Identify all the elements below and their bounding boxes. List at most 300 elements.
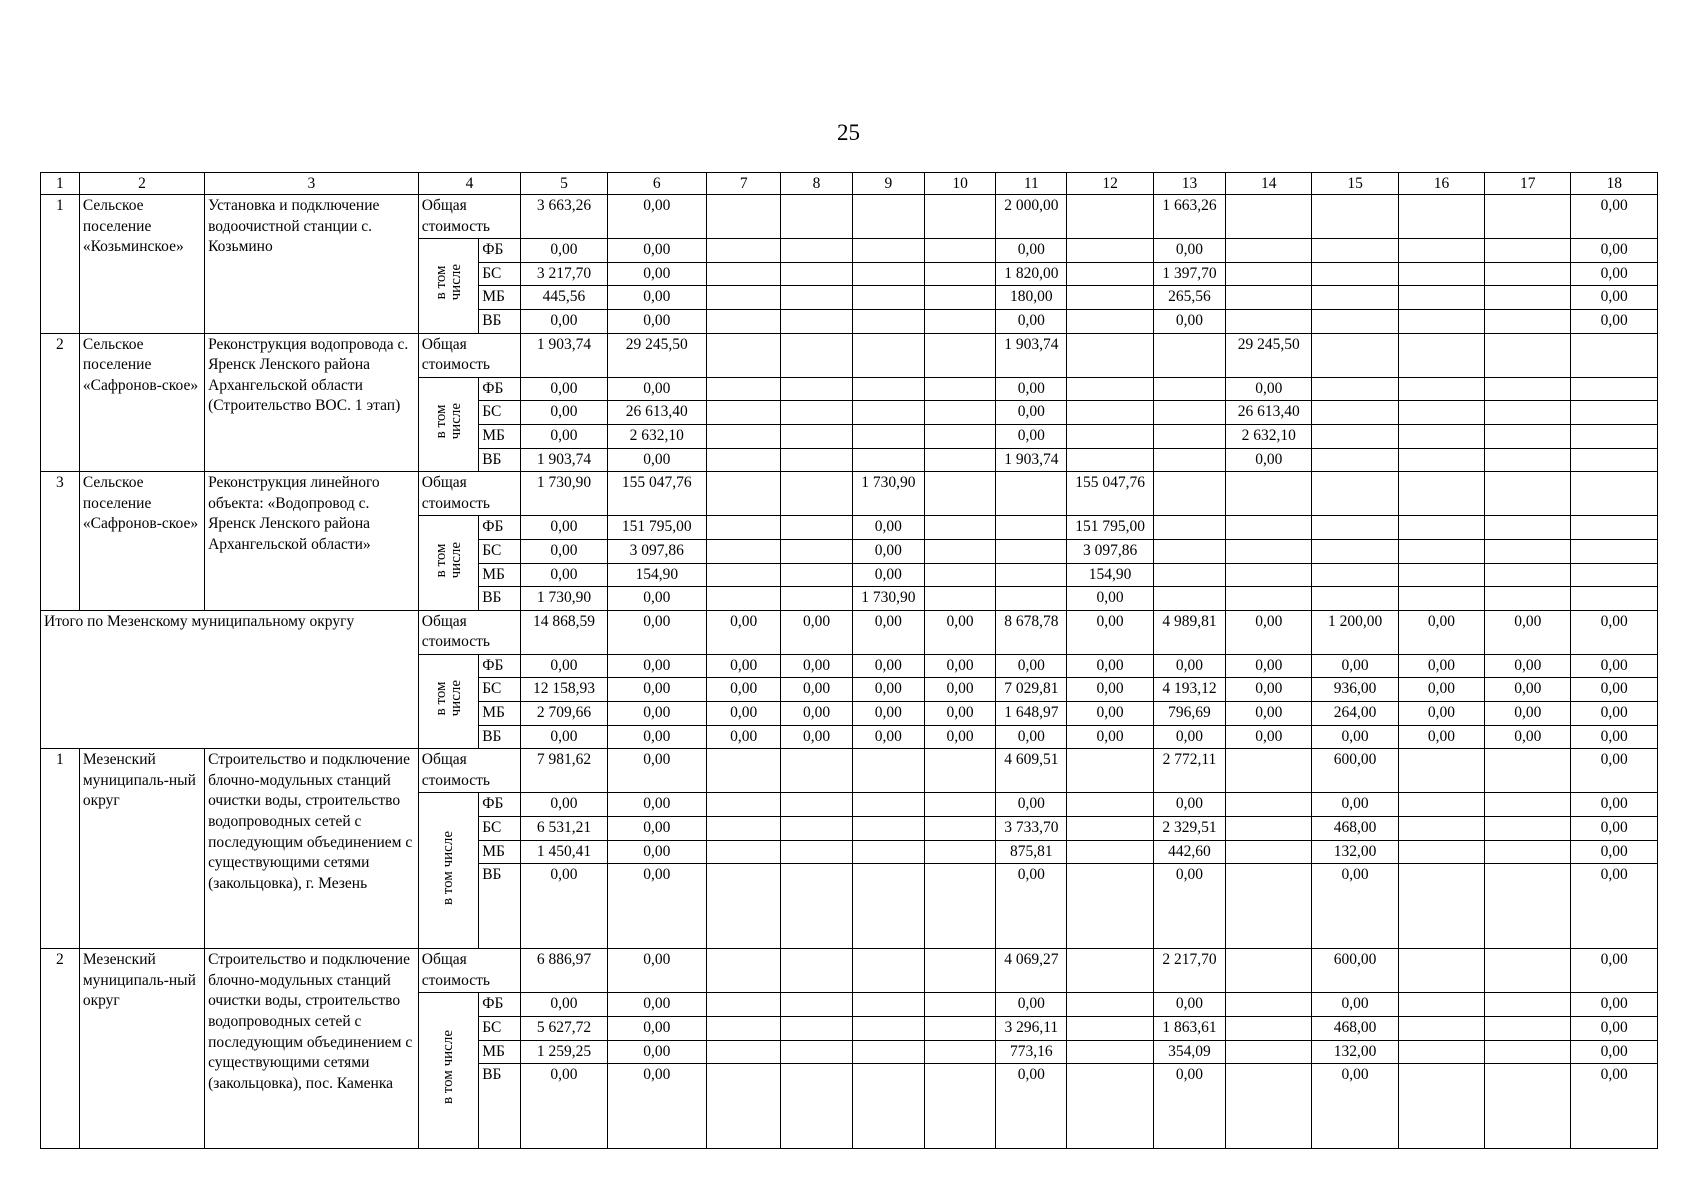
mezen-block-0-fb-col-8 — [781, 793, 852, 817]
mezen-block-1-bs-col-12 — [1067, 1017, 1153, 1041]
block-0-fb-col-18: 0,00 — [1571, 239, 1658, 263]
mezen-block-1-vb-col-17 — [1485, 1064, 1571, 1149]
block-1-vb-col-17 — [1485, 448, 1571, 472]
total-fb-col-11: 0,00 — [996, 654, 1067, 678]
block-2-fb-col-8 — [781, 516, 852, 540]
block-1-mb-col-5: 0,00 — [521, 424, 607, 448]
block-0-mb-col-10 — [924, 286, 995, 310]
block-2-mb-col-15 — [1312, 563, 1398, 587]
block-0-mb-col-13: 265,56 — [1153, 286, 1225, 310]
column-number-1: 1 — [41, 173, 80, 195]
block-0-mb-col-17 — [1485, 286, 1571, 310]
block-0-fb-col-10 — [924, 239, 995, 263]
total-bs-col-10: 0,00 — [924, 678, 995, 702]
total-mb-col-14: 0,00 — [1226, 702, 1312, 726]
column-number-17: 17 — [1485, 173, 1571, 195]
block-1-bs-col-12 — [1067, 401, 1153, 425]
block-0-mb-col-14 — [1226, 286, 1312, 310]
incl-label — [418, 516, 478, 610]
source-fb: ФБ — [479, 377, 521, 401]
block-1-fb-col-17 — [1485, 377, 1571, 401]
total-fb-col-17: 0,00 — [1485, 654, 1571, 678]
block-2-bs-col-11 — [996, 539, 1067, 563]
total-vb-col-13: 0,00 — [1153, 725, 1225, 749]
block-0-bs-col-11: 1 820,00 — [996, 262, 1067, 286]
block-1-mb-col-17 — [1485, 424, 1571, 448]
block-2-vb-col-12: 0,00 — [1067, 587, 1153, 611]
total-fb-col-15: 0,00 — [1312, 654, 1398, 678]
block-1-fb-col-9 — [852, 377, 924, 401]
block-0-fb-col-6: 0,00 — [607, 239, 706, 263]
block-0-total-col-17 — [1485, 195, 1571, 239]
column-number-8: 8 — [781, 173, 852, 195]
total-fb-col-8: 0,00 — [781, 654, 852, 678]
total-mb-col-7: 0,00 — [706, 702, 780, 726]
block-0-bs-col-6: 0,00 — [607, 262, 706, 286]
mezen-block-0-mb-col-5: 1 450,41 — [521, 840, 607, 864]
block-2-bs-col-12: 3 097,86 — [1067, 539, 1153, 563]
incl-text: в том числе — [432, 264, 464, 301]
total-cost-label: Общая стоимость — [418, 949, 521, 993]
block-1-mb-col-13 — [1153, 424, 1225, 448]
block-0-total-col-6: 0,00 — [607, 195, 706, 239]
block-1-vb-col-5: 1 903,74 — [521, 448, 607, 472]
mezen-block-0-total-col-11: 4 609,51 — [996, 749, 1067, 793]
source-vb: ВБ — [479, 448, 521, 472]
total-col-13: 4 989,81 — [1153, 610, 1225, 654]
mezen-block-1-bs-col-5: 5 627,72 — [521, 1017, 607, 1041]
column-number-3: 3 — [205, 173, 419, 195]
mezen-block-1-vb-col-15: 0,00 — [1312, 1064, 1398, 1149]
block-0-bs-col-13: 1 397,70 — [1153, 262, 1225, 286]
block-1-vb-col-7 — [706, 448, 780, 472]
total-fb-col-7: 0,00 — [706, 654, 780, 678]
mezen-block-0-fb-col-7 — [706, 793, 780, 817]
mezen-block-0-vb-col-13: 0,00 — [1153, 864, 1225, 949]
mezen-block-0-total-col-7 — [706, 749, 780, 793]
block-0-fb-col-11: 0,00 — [996, 239, 1067, 263]
mezen-block-0-fb-col-18: 0,00 — [1571, 793, 1658, 817]
mezen-block-1-total-col-9 — [852, 949, 924, 993]
block-1-bs-col-17 — [1485, 401, 1571, 425]
mezen-block-0-vb-col-10 — [924, 864, 995, 949]
block-0-total-col-12 — [1067, 195, 1153, 239]
block-1-mb-col-12 — [1067, 424, 1153, 448]
block-2-mb-col-18 — [1571, 563, 1658, 587]
total-col-7: 0,00 — [706, 610, 780, 654]
block-1-total-col-10 — [924, 333, 995, 377]
municipality-name: Мезенский муниципаль-ный округ — [79, 949, 204, 1149]
block-1-fb-col-7 — [706, 377, 780, 401]
source-vb: ВБ — [479, 309, 521, 333]
mezen-block-1-bs-col-11: 3 296,11 — [996, 1017, 1067, 1041]
mezen-block-1-mb-col-13: 354,09 — [1153, 1040, 1225, 1064]
mezen-block-0-vb-col-11: 0,00 — [996, 864, 1067, 949]
mezen-block-1-fb-col-17 — [1485, 993, 1571, 1017]
mezen-block-0-total-col-8 — [781, 749, 852, 793]
mezen-block-1-vb-col-7 — [706, 1064, 780, 1149]
block-0-bs-col-8 — [781, 262, 852, 286]
mezen-block-0-bs-col-12 — [1067, 817, 1153, 841]
municipality-name: Сельское поселение «Сафронов-ское» — [79, 472, 204, 611]
mezen-block-1-total-col-12 — [1067, 949, 1153, 993]
total-mb-col-10: 0,00 — [924, 702, 995, 726]
total-mb-col-12: 0,00 — [1067, 702, 1153, 726]
total-col-6: 0,00 — [607, 610, 706, 654]
mezen-block-1-vb-col-10 — [924, 1064, 995, 1149]
block-2-vb-col-11 — [996, 587, 1067, 611]
mezen-block-1-vb-col-6: 0,00 — [607, 1064, 706, 1149]
total-vb-col-5: 0,00 — [521, 725, 607, 749]
block-2-mb-col-11 — [996, 563, 1067, 587]
mezen-block-0-fb-col-13: 0,00 — [1153, 793, 1225, 817]
block-0-total-col-16 — [1398, 195, 1484, 239]
block-1-total-col-11: 1 903,74 — [996, 333, 1067, 377]
block-2-vb-col-9: 1 730,90 — [852, 587, 924, 611]
block-0-vb-col-17 — [1485, 309, 1571, 333]
total-mb-col-13: 796,69 — [1153, 702, 1225, 726]
total-col-18: 0,00 — [1571, 610, 1658, 654]
block-1-mb-col-16 — [1398, 424, 1484, 448]
block-2-vb-col-17 — [1485, 587, 1571, 611]
block-2-vb-col-18 — [1571, 587, 1658, 611]
source-vb: ВБ — [479, 864, 521, 949]
block-0-total-col-18: 0,00 — [1571, 195, 1658, 239]
total-fb-col-6: 0,00 — [607, 654, 706, 678]
municipality-name: Сельское поселение «Сафронов-ское» — [79, 333, 204, 472]
total-vb-col-15: 0,00 — [1312, 725, 1398, 749]
column-number-15: 15 — [1312, 173, 1398, 195]
block-0-fb-col-15 — [1312, 239, 1398, 263]
mezen-block-0-mb-col-17 — [1485, 840, 1571, 864]
mezen-block-1-fb-col-10 — [924, 993, 995, 1017]
block-2-bs-col-14 — [1226, 539, 1312, 563]
block-0-mb-col-16 — [1398, 286, 1484, 310]
mezen-block-1-fb-col-7 — [706, 993, 780, 1017]
block-1-fb-col-18 — [1571, 377, 1658, 401]
mezen-block-1-vb-col-12 — [1067, 1064, 1153, 1149]
mezen-block-1-mb-col-7 — [706, 1040, 780, 1064]
source-mb: МБ — [479, 1040, 521, 1064]
block-1-fb-col-6: 0,00 — [607, 377, 706, 401]
block-1-vb-col-16 — [1398, 448, 1484, 472]
block-1-bs-col-8 — [781, 401, 852, 425]
mezen-block-1-total-col-18: 0,00 — [1571, 949, 1658, 993]
block-2-total-col-15 — [1312, 472, 1398, 516]
block-2-total-col-18 — [1571, 472, 1658, 516]
block-2-vb-col-6: 0,00 — [607, 587, 706, 611]
block-2-vb-col-13 — [1153, 587, 1225, 611]
source-vb: ВБ — [479, 1064, 521, 1149]
total-col-11: 8 678,78 — [996, 610, 1067, 654]
total-col-10: 0,00 — [924, 610, 995, 654]
block-0-fb-col-8 — [781, 239, 852, 263]
block-2-total-col-10 — [924, 472, 995, 516]
block-2-fb-col-5: 0,00 — [521, 516, 607, 540]
block-1-bs-col-11: 0,00 — [996, 401, 1067, 425]
block-0-vb-col-5: 0,00 — [521, 309, 607, 333]
block-1-total-col-12 — [1067, 333, 1153, 377]
total-col-5: 14 868,59 — [521, 610, 607, 654]
mezen-block-1-fb-col-13: 0,00 — [1153, 993, 1225, 1017]
mezen-block-1-mb-col-9 — [852, 1040, 924, 1064]
mezen-block-0-vb-col-14 — [1226, 864, 1312, 949]
mezen-block-0-mb-col-13: 442,60 — [1153, 840, 1225, 864]
mezen-block-1-mb-col-18: 0,00 — [1571, 1040, 1658, 1064]
block-0-vb-col-18: 0,00 — [1571, 309, 1658, 333]
total-vb-col-17: 0,00 — [1485, 725, 1571, 749]
block-1-vb-col-12 — [1067, 448, 1153, 472]
mezen-block-0-vb-col-6: 0,00 — [607, 864, 706, 949]
block-2-fb-col-14 — [1226, 516, 1312, 540]
block-2-mb-col-10 — [924, 563, 995, 587]
mezen-block-1-fb-col-8 — [781, 993, 852, 1017]
mezen-block-1-mb-col-17 — [1485, 1040, 1571, 1064]
total-vb-col-7: 0,00 — [706, 725, 780, 749]
block-0-mb-col-15 — [1312, 286, 1398, 310]
mezen-block-1-vb-col-18: 0,00 — [1571, 1064, 1658, 1149]
column-number-6: 6 — [607, 173, 706, 195]
mezen-block-0-bs-col-18: 0,00 — [1571, 817, 1658, 841]
block-1-vb-col-18 — [1571, 448, 1658, 472]
mezen-block-1-mb-col-6: 0,00 — [607, 1040, 706, 1064]
block-2-bs-col-18 — [1571, 539, 1658, 563]
mezen-block-0-mb-col-11: 875,81 — [996, 840, 1067, 864]
column-number-2: 2 — [79, 173, 204, 195]
block-1-fb-col-10 — [924, 377, 995, 401]
total-col-17: 0,00 — [1485, 610, 1571, 654]
block-1-total-col-14: 29 245,50 — [1226, 333, 1312, 377]
block-2-bs-col-7 — [706, 539, 780, 563]
total-vb-col-18: 0,00 — [1571, 725, 1658, 749]
source-mb: МБ — [479, 563, 521, 587]
source-fb: ФБ — [479, 654, 521, 678]
mezen-block-1-total-col-5: 6 886,97 — [521, 949, 607, 993]
mezen-block-1-mb-col-5: 1 259,25 — [521, 1040, 607, 1064]
incl-text: в том числе — [432, 402, 464, 440]
total-bs-col-12: 0,00 — [1067, 678, 1153, 702]
incl-label — [418, 654, 478, 748]
mezen-block-0-total-col-9 — [852, 749, 924, 793]
block-2-fb-col-16 — [1398, 516, 1484, 540]
block-0-total-col-13: 1 663,26 — [1153, 195, 1225, 239]
block-1-bs-col-6: 26 613,40 — [607, 401, 706, 425]
project-description: Реконструкция линейного объекта: «Водопровод с. Яренск Ленского района Архангельской области» — [205, 472, 419, 611]
block-2-total-col-5: 1 730,90 — [521, 472, 607, 516]
total-bs-col-9: 0,00 — [852, 678, 924, 702]
total-bs-col-14: 0,00 — [1226, 678, 1312, 702]
block-2-mb-col-9: 0,00 — [852, 563, 924, 587]
block-1-bs-col-10 — [924, 401, 995, 425]
project-description: Строительство и подключение блочно-модульных станций очистки воды, строительство водопроводных сетей с последующим объединением с существующими сетями (закольцовка), г. Мезень — [205, 749, 419, 949]
block-1-vb-col-15 — [1312, 448, 1398, 472]
mezen-block-1-vb-col-8 — [781, 1064, 852, 1149]
mezen-block-1-mb-col-11: 773,16 — [996, 1040, 1067, 1064]
mezen-block-0-total-col-5: 7 981,62 — [521, 749, 607, 793]
block-0-mb-col-12 — [1067, 286, 1153, 310]
mezen-block-0-fb-col-16 — [1398, 793, 1484, 817]
mezen-block-0-bs-col-16 — [1398, 817, 1484, 841]
source-bs: БС — [479, 678, 521, 702]
block-1-vb-col-9 — [852, 448, 924, 472]
block-2-mb-col-16 — [1398, 563, 1484, 587]
mezen-block-0-vb-col-8 — [781, 864, 852, 949]
block-0-vb-col-12 — [1067, 309, 1153, 333]
block-2-fb-col-6: 151 795,00 — [607, 516, 706, 540]
block-1-vb-col-8 — [781, 448, 852, 472]
block-1-bs-col-7 — [706, 401, 780, 425]
column-number-12: 12 — [1067, 173, 1153, 195]
block-1-fb-col-8 — [781, 377, 852, 401]
block-2-fb-col-12: 151 795,00 — [1067, 516, 1153, 540]
block-2-bs-col-17 — [1485, 539, 1571, 563]
mezen-block-0-mb-col-8 — [781, 840, 852, 864]
block-0-vb-col-7 — [706, 309, 780, 333]
block-0-fb-col-12 — [1067, 239, 1153, 263]
mezen-block-0-bs-col-15: 468,00 — [1312, 817, 1398, 841]
source-mb: МБ — [479, 702, 521, 726]
source-vb: ВБ — [479, 725, 521, 749]
block-1-total-col-9 — [852, 333, 924, 377]
mezen-block-1-vb-col-16 — [1398, 1064, 1484, 1149]
block-2-fb-col-11 — [996, 516, 1067, 540]
block-2-vb-col-8 — [781, 587, 852, 611]
total-vb-col-11: 0,00 — [996, 725, 1067, 749]
block-2-bs-col-5: 0,00 — [521, 539, 607, 563]
block-2-mb-col-14 — [1226, 563, 1312, 587]
block-1-total-col-17 — [1485, 333, 1571, 377]
block-0-total-col-14 — [1226, 195, 1312, 239]
block-1-bs-col-16 — [1398, 401, 1484, 425]
block-2-total-col-11 — [996, 472, 1067, 516]
source-fb: ФБ — [479, 516, 521, 540]
block-1-total-col-16 — [1398, 333, 1484, 377]
mezen-block-1-bs-col-13: 1 863,61 — [1153, 1017, 1225, 1041]
block-2-total-col-17 — [1485, 472, 1571, 516]
block-0-fb-col-9 — [852, 239, 924, 263]
total-mb-col-8: 0,00 — [781, 702, 852, 726]
block-1-bs-col-9 — [852, 401, 924, 425]
mezen-block-0-vb-col-7 — [706, 864, 780, 949]
block-2-total-col-6: 155 047,76 — [607, 472, 706, 516]
column-number-14: 14 — [1226, 173, 1312, 195]
block-2-fb-col-15 — [1312, 516, 1398, 540]
mezen-block-1-mb-col-8 — [781, 1040, 852, 1064]
total-bs-col-7: 0,00 — [706, 678, 780, 702]
page-number: 25 — [837, 120, 860, 145]
total-mb-col-9: 0,00 — [852, 702, 924, 726]
total-col-16: 0,00 — [1398, 610, 1484, 654]
mezen-block-1-fb-col-11: 0,00 — [996, 993, 1067, 1017]
mezen-block-1-total-col-13: 2 217,70 — [1153, 949, 1225, 993]
total-bs-col-18: 0,00 — [1571, 678, 1658, 702]
municipality-name: Мезенский муниципаль-ный округ — [79, 749, 204, 949]
total-mb-col-15: 264,00 — [1312, 702, 1398, 726]
block-0-vb-col-15 — [1312, 309, 1398, 333]
block-0-vb-col-10 — [924, 309, 995, 333]
mezen-block-0-fb-col-14 — [1226, 793, 1312, 817]
block-0-bs-col-9 — [852, 262, 924, 286]
block-1-total-col-6: 29 245,50 — [607, 333, 706, 377]
block-2-bs-col-6: 3 097,86 — [607, 539, 706, 563]
incl-label — [418, 993, 478, 1149]
total-col-8: 0,00 — [781, 610, 852, 654]
mezen-block-0-total-col-17 — [1485, 749, 1571, 793]
mezen-block-1-vb-col-13: 0,00 — [1153, 1064, 1225, 1149]
block-0-bs-col-10 — [924, 262, 995, 286]
mezen-block-0-mb-col-12 — [1067, 840, 1153, 864]
mezen-block-0-bs-col-6: 0,00 — [607, 817, 706, 841]
row-number: 1 — [41, 195, 80, 334]
mezen-block-0-fb-col-12 — [1067, 793, 1153, 817]
mezen-block-1-fb-col-16 — [1398, 993, 1484, 1017]
mezen-block-0-total-col-14 — [1226, 749, 1312, 793]
total-fb-col-5: 0,00 — [521, 654, 607, 678]
mezen-block-0-fb-col-15: 0,00 — [1312, 793, 1398, 817]
mezen-block-0-total-col-6: 0,00 — [607, 749, 706, 793]
incl-label — [418, 793, 478, 949]
block-0-vb-col-16 — [1398, 309, 1484, 333]
block-1-mb-col-9 — [852, 424, 924, 448]
source-vb: ВБ — [479, 587, 521, 611]
source-mb: МБ — [479, 840, 521, 864]
incl-label — [418, 377, 478, 471]
total-mb-col-5: 2 709,66 — [521, 702, 607, 726]
block-1-mb-col-10 — [924, 424, 995, 448]
mezen-block-1-vb-col-5: 0,00 — [521, 1064, 607, 1149]
total-cost-label: Общая стоимость — [418, 195, 521, 239]
mezen-block-1-bs-col-9 — [852, 1017, 924, 1041]
block-2-fb-col-9: 0,00 — [852, 516, 924, 540]
total-fb-col-18: 0,00 — [1571, 654, 1658, 678]
mezen-block-0-vb-col-9 — [852, 864, 924, 949]
mezen-block-0-mb-col-9 — [852, 840, 924, 864]
column-number-18: 18 — [1571, 173, 1658, 195]
block-1-mb-col-18 — [1571, 424, 1658, 448]
mezen-block-0-bs-col-13: 2 329,51 — [1153, 817, 1225, 841]
block-0-total-col-15 — [1312, 195, 1398, 239]
block-1-total-col-13 — [1153, 333, 1225, 377]
mezen-block-1-mb-col-10 — [924, 1040, 995, 1064]
mezen-block-1-mb-col-14 — [1226, 1040, 1312, 1064]
block-0-vb-col-6: 0,00 — [607, 309, 706, 333]
row-number: 3 — [41, 472, 80, 611]
total-col-15: 1 200,00 — [1312, 610, 1398, 654]
total-bs-col-5: 12 158,93 — [521, 678, 607, 702]
mezen-block-0-bs-col-11: 3 733,70 — [996, 817, 1067, 841]
column-number-4: 4 — [418, 173, 521, 195]
block-2-total-col-8 — [781, 472, 852, 516]
total-cost-label: Общая стоимость — [418, 333, 521, 377]
block-1-fb-col-11: 0,00 — [996, 377, 1067, 401]
total-bs-col-11: 7 029,81 — [996, 678, 1067, 702]
block-2-bs-col-15 — [1312, 539, 1398, 563]
total-mb-col-6: 0,00 — [607, 702, 706, 726]
total-vb-col-9: 0,00 — [852, 725, 924, 749]
mezen-block-1-total-col-6: 0,00 — [607, 949, 706, 993]
block-2-total-col-12: 155 047,76 — [1067, 472, 1153, 516]
block-2-mb-col-17 — [1485, 563, 1571, 587]
block-0-total-col-11: 2 000,00 — [996, 195, 1067, 239]
block-1-bs-col-13 — [1153, 401, 1225, 425]
source-mb: МБ — [479, 286, 521, 310]
block-1-total-col-8 — [781, 333, 852, 377]
block-2-fb-col-18 — [1571, 516, 1658, 540]
mezen-block-0-total-col-15: 600,00 — [1312, 749, 1398, 793]
mezen-block-0-bs-col-17 — [1485, 817, 1571, 841]
row-number: 1 — [41, 749, 80, 949]
mezen-block-1-bs-col-14 — [1226, 1017, 1312, 1041]
